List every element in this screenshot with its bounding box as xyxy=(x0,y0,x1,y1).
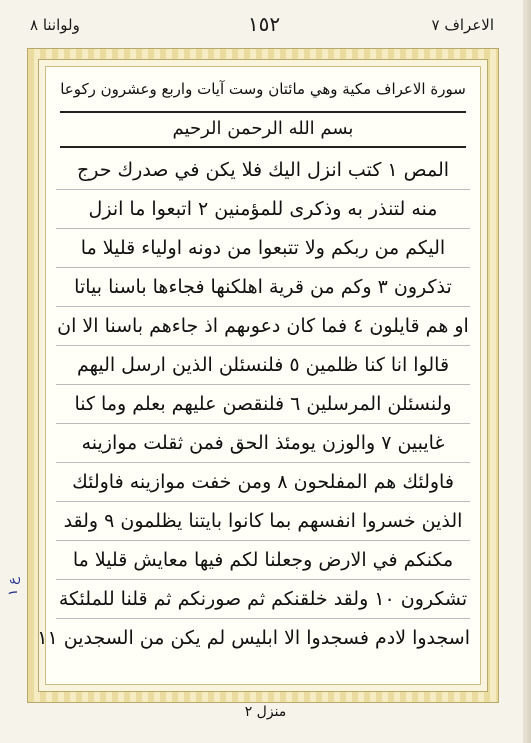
text-line: فاولئك هم المفلحون ٨ ومن خفت موازينه فاولئك xyxy=(56,463,470,502)
manzil-footer: منزل ٢ xyxy=(244,704,287,720)
ruku-marker: ع ١ xyxy=(6,577,21,596)
ornamental-border xyxy=(27,48,499,703)
text-panel xyxy=(37,66,481,685)
text-line: تذكرون ٣ وكم من قرية اهلكنها فجاءها باسنا بياتا xyxy=(56,268,470,307)
page-number: ١٥٢ xyxy=(247,12,281,36)
page-edge xyxy=(523,0,531,743)
surah-name-header: الاعراف ٧ xyxy=(431,16,494,34)
text-line: المص ١ كتب انزل اليك فلا يكن في صدرك حرج xyxy=(56,151,470,190)
text-line: تشكرون ١٠ ولقد خلقنكم ثم صورنكم ثم قلنا للملئكة xyxy=(56,580,470,619)
text-line: اليكم من ربكم ولا تتبعوا من دونه اولياء قليلا ما xyxy=(56,229,470,268)
surah-title: سورة الاعراف مكية وهي مائتان وست آيات واربع وعشرون ركوعا xyxy=(60,80,466,98)
text-line: غايبين ٧ والوزن يومئذ الحق فمن ثقلت موازينه xyxy=(56,424,470,463)
text-line: اسجدوا لادم فسجدوا الا ابليس لم يكن من السجدين ١١ xyxy=(37,627,470,649)
text-line: الذين خسروا انفسهم بما كانوا بايتنا يظلمون ٩ ولقد xyxy=(56,502,470,541)
inner-border xyxy=(38,59,488,692)
text-line: منه لتنذر به وذكرى للمؤمنين ٢ اتبعوا ما انزل xyxy=(56,190,470,229)
bismillah-bottom-rule xyxy=(60,146,466,148)
text-line: قالوا انا كنا ظلمين ٥ فلنسئلن الذين ارسل اليهم xyxy=(56,346,470,385)
text-line: مكنكم في الارض وجعلنا لكم فيها معايش قليلا ما xyxy=(56,541,470,580)
bismillah-top-rule xyxy=(60,111,466,113)
bismillah: بسم الله الرحمن الرحيم xyxy=(172,118,354,139)
page-header xyxy=(24,8,504,38)
text-line: او هم قايلون ٤ فما كان دعوىهم اذ جاءهم باسنا الا ان xyxy=(56,307,470,346)
text-line: ولنسئلن المرسلين ٦ فلنقصن عليهم بعلم وما كنا xyxy=(56,385,470,424)
juz-name-header: ولواننا ٨ xyxy=(30,16,80,34)
